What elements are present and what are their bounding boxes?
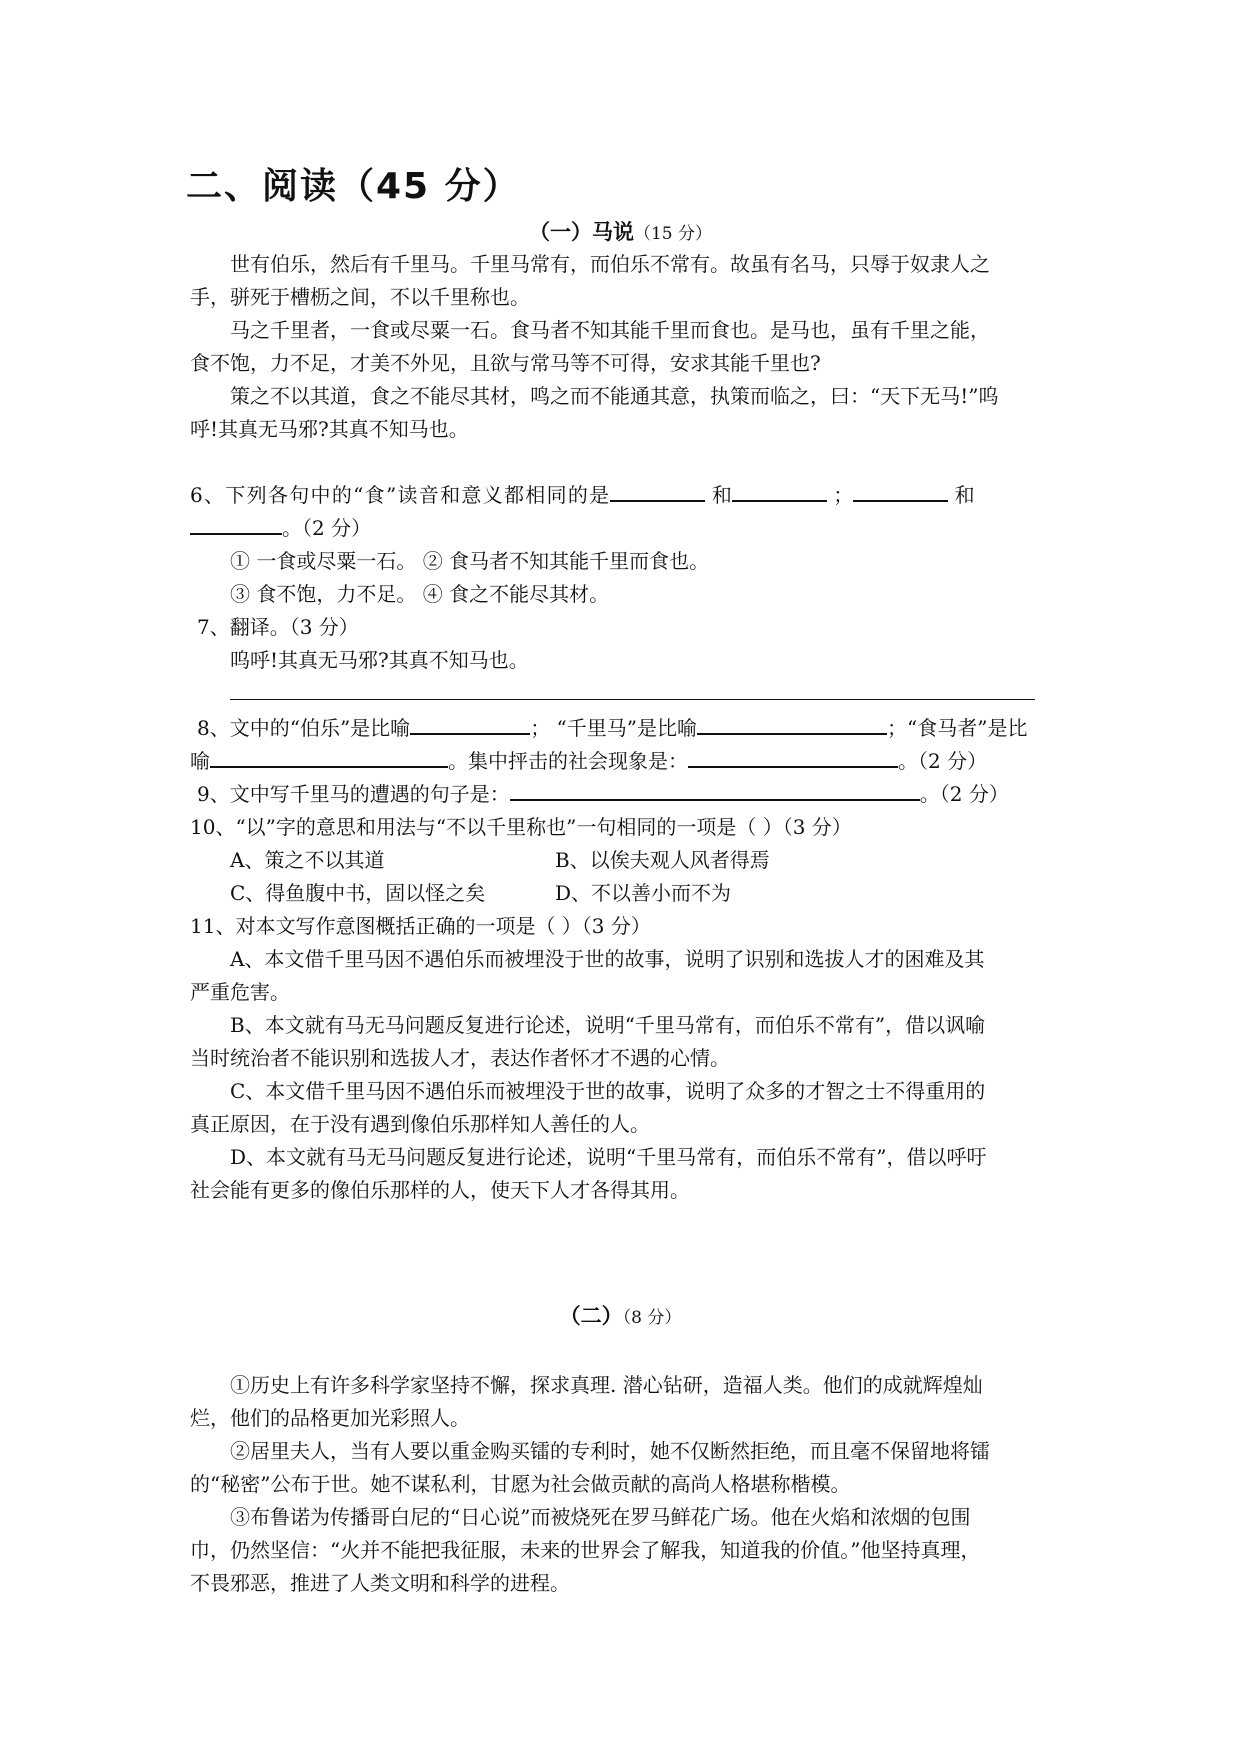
passage-line: 马之千里者，一食或尽粟一石。食马者不知其能千里而食也。是马也，虽有千里之能， xyxy=(230,318,990,342)
part2-line: 巾，仍然坚信：“火并不能把我征服，未来的世界会了解我，知道我的价值。”他坚持真理， xyxy=(190,1538,981,1562)
question-9 xyxy=(197,778,1009,811)
q8-stem-d: 喻 xyxy=(190,749,210,773)
q11-option-c[interactable]: C、本文借千里马因不遇伯乐而被埋没于世的故事，说明了众多的才智之士不得重用的 xyxy=(230,1079,986,1103)
q6-answer-blank-3[interactable] xyxy=(853,480,948,502)
q6-and-2: 和 xyxy=(954,483,975,507)
q11-option-a-cont: 严重危害。 xyxy=(190,980,290,1004)
q9-answer-blank[interactable] xyxy=(510,779,920,801)
q8-stem-b: ； “千里马”是比喻 xyxy=(530,716,697,740)
q8-answer-blank-1[interactable] xyxy=(410,713,530,735)
part1-title-score: （15 分） xyxy=(633,224,713,244)
q8-answer-blank-2[interactable] xyxy=(697,713,887,735)
q6-options-1: ① 一食或尽粟一石。 ② 食马者不知其能千里而食也。 xyxy=(230,549,710,573)
q10-option-c[interactable]: C、得鱼腹中书，固以怪之矣 xyxy=(230,881,486,905)
q10-option-b[interactable]: B、以俟夫观人风者得焉 xyxy=(555,848,770,872)
passage-line: 呼!其真无马邪?其真不知马也。 xyxy=(190,417,469,441)
part2-line: 烂，他们的品格更加光彩照人。 xyxy=(190,1406,470,1430)
q6-stem: 6、下列各句中的“食”读音和意义都相同的是 xyxy=(190,483,611,507)
part2-line: 不畏邪恶，推进了人类文明和科学的进程。 xyxy=(190,1571,570,1595)
q7-text: 呜呼!其真无马邪?其真不知马也。 xyxy=(230,648,529,672)
part2-title-score: （8 分） xyxy=(622,1308,682,1328)
q9-stem: 9、文中写千里马的遭遇的句子是： xyxy=(197,782,510,806)
q11-option-c-cont: 真正原因，在于没有遇到像伯乐那样知人善任的人。 xyxy=(190,1112,650,1136)
passage-line: 策之不以其道，食之不能尽其材，鸣之而不能通其意，执策而临之，曰：“天下无马!”呜 xyxy=(230,384,999,408)
passage-line: 食不饱，力不足，才美不外见，且欲与常马等不可得，安求其能千里也? xyxy=(190,351,821,375)
q11-option-a[interactable]: A、本文借千里马因不遇伯乐而被埋没于世的故事，说明了识别和选拔人才的困难及其 xyxy=(230,947,985,971)
question-6 xyxy=(190,479,975,512)
part2-line: ②居里夫人，当有人要以重金购买镭的专利时，她不仅断然拒绝，而且毫不保留地将镭 xyxy=(230,1439,990,1463)
part2-line: ①历史上有许多科学家坚持不懈，探求真理. 潜心钻研，造福人类。他们的成就辉煌灿 xyxy=(230,1373,983,1397)
question-10: 10、“以”字的意思和用法与“不以千里称也”一句相同的一项是（ ）（3 分） xyxy=(190,815,852,839)
q9-score: 。（2 分） xyxy=(919,782,1009,806)
q6-answer-blank-4[interactable] xyxy=(190,513,282,535)
q8-stem-c: ；“食马者”是比 xyxy=(887,716,1028,740)
q8-score: 。（2 分） xyxy=(898,749,988,773)
q6-semicolon: ； xyxy=(833,483,854,507)
q11-option-b-cont: 当时统治者不能识别和选拔人才，表达作者怀才不遇的心情。 xyxy=(190,1046,730,1070)
q6-answer-blank-2[interactable] xyxy=(732,480,827,502)
q10-option-a[interactable]: A、策之不以其道 xyxy=(230,848,385,872)
q11-option-b[interactable]: B、本文就有马无马问题反复进行论述，说明“千里马常有，而伯乐不常有”，借以讽喻 xyxy=(230,1013,986,1037)
q6-options-2: ③ 食不饱，力不足。 ④ 食之不能尽其材。 xyxy=(230,582,610,606)
q6-answer-blank-1[interactable] xyxy=(610,480,705,502)
q6-score: 。（2 分） xyxy=(282,516,372,540)
q10-option-d[interactable]: D、不以善小而不为 xyxy=(555,881,732,905)
part2-title xyxy=(0,1300,1241,1330)
question-8-cont xyxy=(190,745,987,778)
passage-line: 世有伯乐，然后有千里马。千里马常有，而伯乐不常有。故虽有名马，只辱于奴隶人之 xyxy=(230,252,990,276)
question-6-cont xyxy=(190,512,371,545)
question-8 xyxy=(197,712,1027,745)
q8-answer-blank-3[interactable] xyxy=(210,746,448,768)
section-title: 二、阅读（45 分） xyxy=(186,166,521,207)
q8-stem-a: 8、文中的“伯乐”是比喻 xyxy=(197,716,411,740)
part1-title xyxy=(0,216,1241,246)
part1-title-text: （一）马说 xyxy=(528,219,634,244)
part2-line: 的“秘密”公布于世。她不谋私利，甘愿为社会做贡献的高尚人格堪称楷模。 xyxy=(190,1472,851,1496)
q8-answer-blank-4[interactable] xyxy=(688,746,898,768)
q11-option-d-cont: 社会能有更多的像伯乐那样的人，使天下人才各得其用。 xyxy=(190,1178,690,1202)
q7-answer-line[interactable] xyxy=(230,699,1035,700)
q8-stem-e: 。集中抨击的社会现象是： xyxy=(448,749,688,773)
part2-title-text: （二） xyxy=(559,1303,623,1328)
part2-line: ③布鲁诺为传播哥白尼的“日心说”而被烧死在罗马鲜花广场。他在火焰和浓烟的包围 xyxy=(230,1505,971,1529)
question-7: 7、翻译。（3 分） xyxy=(197,615,359,639)
passage-line: 手，骈死于槽枥之间，不以千里称也。 xyxy=(190,285,530,309)
q6-and-1: 和 xyxy=(711,483,732,507)
question-11: 11、对本文写作意图概括正确的一项是（ ）（3 分） xyxy=(190,914,651,938)
q11-option-d[interactable]: D、本文就有马无马问题反复进行论述，说明“千里马常有，而伯乐不常有”，借以呼吁 xyxy=(230,1145,987,1169)
